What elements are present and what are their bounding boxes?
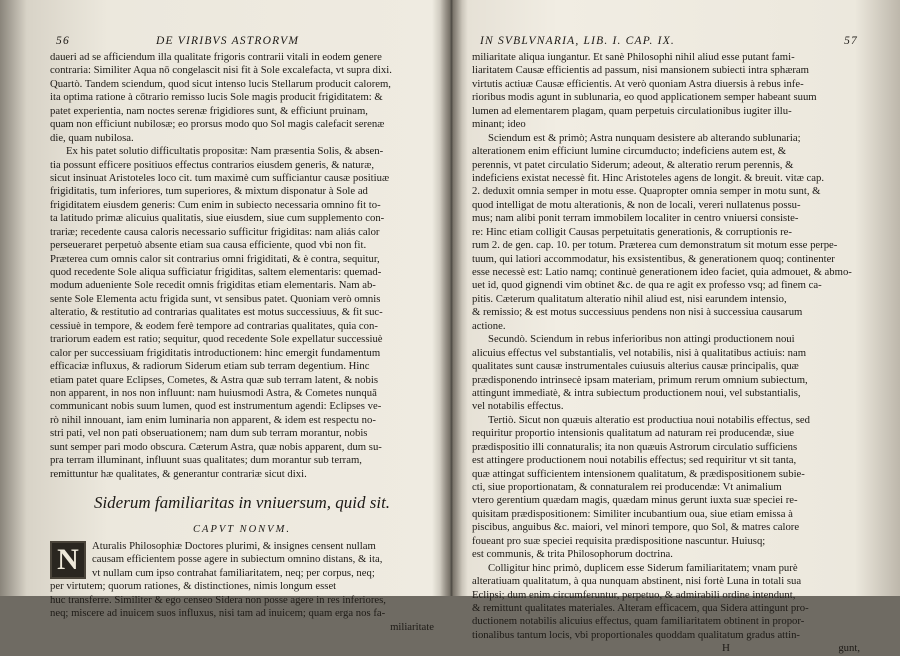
- right-page-number: 57: [844, 35, 858, 47]
- text-line: quam non efficiunt nubilosæ; eo prorsus modo quo Sol magis calefacit serenæ: [50, 118, 385, 131]
- text-line: esse necessè est: Latio namq; continuè generationem ideo faciet, quia admouet, & abmo-: [472, 266, 852, 278]
- signature-mark: H: [722, 642, 730, 655]
- text-line: re: Hinc etiam colligit Causas perpetuitatis generationis, & corruptionis re-: [472, 225, 792, 238]
- right-paragraph-4: [472, 414, 860, 562]
- text-line: efficaciæ influxus, & radiorum Siderum etiam sub terram degentium. Hinc: [50, 360, 370, 373]
- text-line: actione.: [472, 319, 506, 332]
- text-line: per virtutem; quorum rationes, & distinctiones, nimis longum esset: [50, 580, 337, 593]
- right-running-head: [472, 35, 860, 49]
- text-line: sicut insinuat Aristoteles loco cit. tum maximè cum sufficiantur causæ positiuæ: [50, 171, 390, 184]
- text-line: prædisponendo intrinsecè ipsam materiam, primum rerum omnium subiectum,: [472, 373, 808, 386]
- chapter-heading: CAPVT NONVM.: [193, 524, 291, 535]
- text-line: etiam patet quare Eclipses, Cometes, & Astra quæ sub terram latent, & nobis: [50, 373, 378, 386]
- text-line: Eclipsi; dum enim circumferuntur, perpetuo, & admirabili ordine intendunt,: [472, 588, 796, 601]
- right-catchword: gunt,: [838, 642, 860, 655]
- text-line: perennis, vt patet circulatio Siderum; adeout, & alteratio rerum perennis, &: [472, 158, 794, 171]
- text-line: minant; ideo: [472, 118, 526, 131]
- text-line: ductionem notabilis alicuius effectus, quam familiaritatem obtinent in propor-: [472, 615, 805, 628]
- text-line: causam efficientem posse agere in subiectum omnino distans, & ita,: [92, 553, 383, 566]
- text-line: ta latitudo primæ alicuius qualitatis, siue eiusdem, siue cum supplemento con-: [50, 212, 385, 225]
- text-line: trariæ; recedente causa caloris necessario sufficitur frigiditas: nam aliás calor: [50, 225, 380, 238]
- text-line: quod recedente Sole aliqua sufficiatur frigiditas, saltem elementaris: quemad-: [50, 266, 382, 278]
- text-line: Sciendum est & primò; Astra nunquam desistere ab alterando sublunaria;: [488, 131, 801, 144]
- text-line: quod intelligat de motu alterationis, & non de locali, vereri nullatenus possu-: [472, 198, 801, 211]
- text-line: alteratio, & restitutio ad contrarias qualitates est motus successiuus, & fit suc-: [50, 306, 383, 319]
- text-line: neq; miscere ad inuicem suos influxus, nisi tam ad inuicem; quam erga nos fa-: [50, 607, 386, 620]
- text-line: pra terram illuminant, influunt suas qualitates; dum morantur sub terram,: [50, 454, 362, 467]
- text-line: tionalibus tantum locis, vbi proportionales quoddam qualitatum gradus attin-: [472, 628, 800, 641]
- text-line: sente Sole Elementa actu frigida sunt, vt sensibus patet. Quoniam verò omnis: [50, 292, 381, 305]
- text-line: rò nihil innouant, iam enim luminaria non apparent, & idem est respectu no-: [50, 413, 376, 426]
- text-line: tia possunt efficere positiuos effectus contrarios eiusdem generis, & naturæ,: [50, 158, 375, 171]
- text-line: frigiditatem eiusdem generis: Cum enim in subiecto necessaria omnino fit to-: [50, 198, 381, 211]
- text-line: miliaritate aliqua iungantur. Et sanè Philosophi nihil aliud esse putant fami-: [472, 51, 795, 63]
- text-line: Ex his patet solutio difficultatis propositæ: Nam præsentia Solis, & absen-: [66, 145, 384, 158]
- right-running-title: IN SVBLVNARIA, LIB. I. CAP. IX.: [480, 35, 675, 47]
- text-line: patet experientia, nam noctes serenæ frigidiores sunt, & efficiunt pruinam,: [50, 104, 368, 117]
- text-line: Præterea cum omnis calor sit contrarius omni frigiditati, & è contra, sequitur,: [50, 252, 380, 265]
- text-line: calor per successiuam frigiditatis introductionem: hinc emergit fundamentum: [50, 346, 381, 359]
- text-line: non apparent, in nos non influunt: nam huiusmodi Astra, & Cometes nunquā: [50, 386, 377, 399]
- text-line: mus; nam alibi ponit terram immobilem localiter in centro vniuersi consiste-: [472, 212, 799, 225]
- book-gutter: [440, 0, 462, 596]
- left-page-number: 56: [56, 35, 70, 47]
- text-line: prædispositio illi connaturalis; ita non quæuis Astrorum circulatio sufficiens: [472, 440, 798, 453]
- text-line: daueri ad se afficiendum illa qualitate frigoris contrarii vitali in eodem genere: [50, 51, 382, 63]
- text-line: perseueraret perpetuò absente etiam sua causa efficiente, quod vbi non fit.: [50, 239, 367, 252]
- left-paragraph-1: [50, 51, 434, 145]
- text-line: vel notabilis effectus.: [472, 400, 564, 413]
- text-line: remittuntur hæ qualitates, & generantur contrariæ sicut dixi.: [50, 467, 307, 480]
- text-line: modum adueniente Sole recedit omnis frigiditas etiam elementaris. Nam ab-: [50, 279, 376, 292]
- text-line: sunt semper pari modo obscura. Cæterum Astra, quæ nobis apparent, dum su-: [50, 440, 382, 453]
- text-line: trariorum eadem est ratio; sequitur, quod recedente Sole expellatur successiuè: [50, 333, 383, 346]
- text-line: 2. deduxit omnia semper in motu esse. Quapropter omnia semper in motu sunt, &: [472, 185, 821, 198]
- text-line: piscibus, anguibus &c. maiori, vel minori tempore, quo Sol, & matres calore: [472, 521, 800, 534]
- text-line: alteratiuam qualitatum, à qua nunquam abstinent, nisi fortè Luna in totali sua: [472, 575, 802, 588]
- text-line: Aturalis Philosophiæ Doctores plurimi, & insignes censent nullam: [92, 540, 376, 552]
- text-line: est communis, & trita Philosophorum doctrina.: [472, 548, 673, 561]
- text-line: Quartò. Tandem sciendum, quod sicut intenso lucis Stellarum producit calorem,: [50, 77, 391, 90]
- text-line: Secundò. Sciendum in rebus inferioribus non attingi productionem noui: [488, 333, 795, 346]
- left-catchword: miliaritate: [390, 620, 434, 633]
- text-line: liaritatem Causæ efficientis ad passum, nisi mansionem subiecti intra sphæram: [472, 64, 809, 77]
- section-title: Siderum familiaritas in vniuersum, quid sit.: [93, 493, 391, 512]
- text-line: stri pati, vel non pati obseruationem; nam dum sub terram morantur, nobis: [50, 427, 368, 440]
- left-paragraph-3: [50, 540, 434, 621]
- dropcap-initial: N: [50, 541, 86, 579]
- text-line: contraria: Similiter Aqua nō congelascit nisi fit à Sole excalefacta, vt supra dixi.: [50, 64, 392, 77]
- text-line: cessiuè in tempore, & eodem ferè tempore ad contrarias qualitates, quia con-: [50, 319, 378, 332]
- text-line: & remissio; & est motus successiuus pendens non nisi à successiua causarum: [472, 306, 803, 319]
- text-line: frigiditatis, tum inferiores, tum superiores, & mixtum disponatur à Sole ad: [50, 185, 368, 198]
- dropcap-paragraph: [50, 540, 434, 621]
- text-line: indeficiens existat necessè fit. Hinc Aristoteles agens de longit. & breuit. vitæ cap.: [472, 171, 825, 184]
- left-body-text: [50, 51, 434, 634]
- text-line: quisitam prædispositionem: Similiter incubantium oua, siue etiam emissa à: [472, 507, 793, 520]
- text-line: ita optima ratione à cōtrario remisso lucis Sole magis producit frigiditatem: &: [50, 91, 383, 104]
- right-paragraph-3: [472, 333, 860, 414]
- text-line: lumen ad elementarem plagam, quam perpetuis circulationibus iugiter illu-: [472, 104, 792, 117]
- text-line: virtutis actiuæ Causæ efficientis. At verò quoniam Astra diuersis à rebus infe-: [472, 77, 804, 90]
- text-line: vt nullam cum ipso contrahat familiaritatem, neq; per corpus, neq;: [92, 566, 375, 579]
- text-line: communicant nobis suum lumen, quod est instrumentum agendi: Eclipses ve-: [50, 400, 382, 413]
- text-line: & remittunt qualitates materiales. Alteram efficacem, qua Sidera attingunt pro-: [472, 601, 809, 614]
- text-line: cti, siue proportionatam, & connaturalem rei producendæ: Vt animalium: [472, 481, 782, 493]
- text-line: foueant pro suæ speciei requisita prædispositione nascuntur. Huiusq;: [472, 534, 766, 547]
- text-line: rum 2. de gen. cap. 10. per totum. Præterea cum demonstratum sit motum esse perpe-: [472, 239, 838, 252]
- text-line: est attingere productionem noui notabilis effectus; sed requiritur vt sit tanta,: [472, 454, 797, 467]
- right-body-text: [472, 51, 860, 656]
- text-line: pitis. Cæterum qualitatum alteratio nihil aliud est, nisi earundem intensio,: [472, 292, 787, 305]
- text-line: alterationem enim efficiunt lumine circumducto; indeficiens autem est, &: [472, 145, 787, 158]
- right-paragraph-2: [472, 132, 860, 334]
- text-line: alicuius effectus vel substantialis, vel notabilis, nisi à qualitatibus actiuis: nam: [472, 346, 807, 359]
- right-paragraph-1: [472, 51, 860, 132]
- left-running-title: DE VIRIBVS ASTRORVM: [156, 35, 300, 47]
- left-running-head: [50, 35, 434, 49]
- text-line: quæ attingat sufficientem intensionem qualitatum, & prædispositionem subie-: [472, 467, 805, 480]
- text-line: Tertiò. Sicut non quæuis alteratio est productiua noui notabilis effectus, sed: [488, 413, 810, 426]
- text-line: Colligitur hinc primò, duplicem esse Siderum familiaritatem; vnam purè: [488, 561, 798, 574]
- text-line: attingunt immediatè, & intra subiectum productionem noui, vel substantialis,: [472, 386, 801, 399]
- text-line: requiritur proportio intensionis qualitatum ad naturam rei producendæ, siue: [472, 427, 795, 440]
- text-line: qualitates sunt causæ instrumentales cuiusuis alterius causæ principalis, quæ: [472, 360, 799, 373]
- left-paragraph-2: [50, 145, 434, 481]
- text-line: uet id, quod gignendi vim obtinet &c. de qua re agit ex professo vsq; ad finem ca-: [472, 279, 822, 292]
- text-line: rioribus modis agunt in sublunaria, eo quod applicationem semper habeant suum: [472, 91, 817, 104]
- text-line: vtero gerentium quædam magis, quædam minus gerunt iuxta suæ speciei re-: [472, 494, 798, 507]
- text-line: die, quam nubilosa.: [50, 131, 134, 144]
- right-paragraph-5: [472, 562, 860, 643]
- text-line: tuum, qui latiori accommodatur, his exsistentibus, & generationem quoq; continenter: [472, 252, 835, 265]
- text-line: huc transferre. Similiter & ego censeo Sidera non posse agere in res inferiores,: [50, 593, 386, 606]
